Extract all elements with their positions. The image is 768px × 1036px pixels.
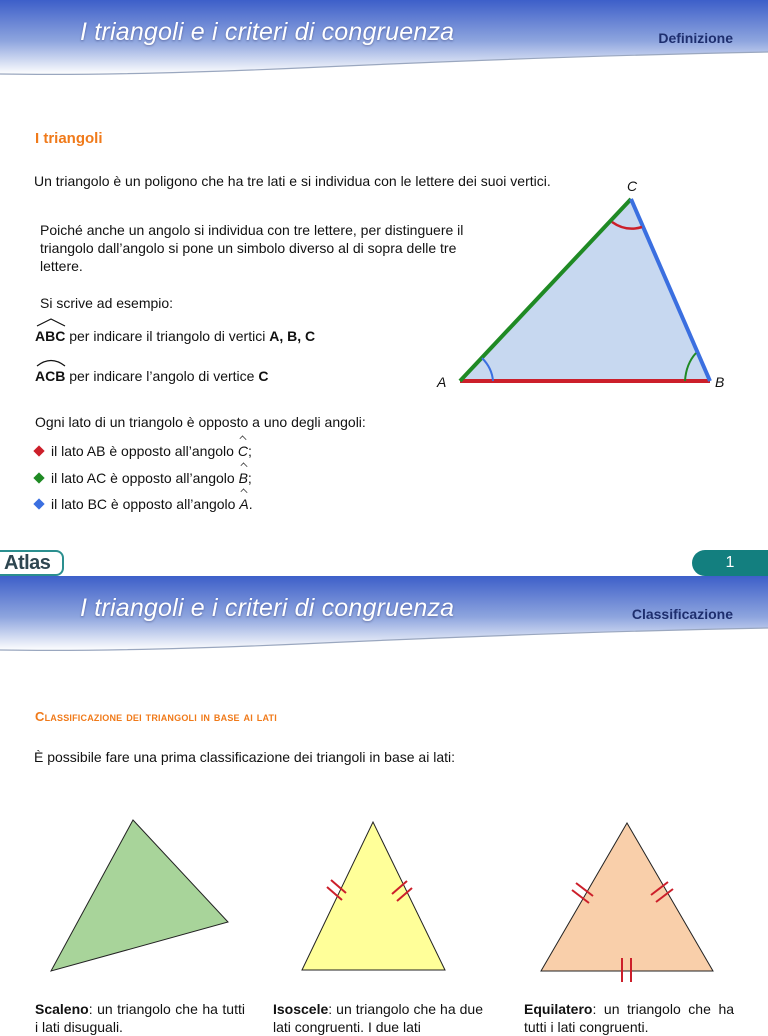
page-number: 1 [692, 550, 768, 576]
list-item: il lato AC è opposto all’angolo B; [32, 469, 252, 487]
example-intro: Si scrive ad esempio: [40, 295, 174, 311]
triangle-types-diagram [0, 806, 768, 976]
example-vertex: C [258, 368, 269, 384]
example-angle [35, 367, 268, 385]
list-item: il lato BC è opposto all’angolo A. [32, 495, 253, 513]
section-heading: Classificazione dei triangoli in base ai lati [35, 709, 277, 724]
isosceles-triangle [302, 822, 445, 970]
paragraph-line: triangolo dall’angolo si pone un simbolo diverso al di sopra delle tre [40, 240, 457, 256]
slide-header [0, 576, 768, 656]
list-item: il lato AB è opposto all’angolo C; [32, 442, 252, 460]
slide-header [0, 0, 768, 80]
opposite-intro: Ogni lato di un triangolo è opposto a uno degli angoli: [35, 414, 366, 430]
scalene-description: Scaleno: un triangolo che ha tutti i lati disuguali. [35, 1001, 245, 1035]
page-title: I triangoli e i criteri di congruenza [80, 594, 455, 622]
paragraph-line: lettere. [40, 258, 83, 274]
paragraph-line: Poiché anche un angolo si individua con tre lettere, per distinguere il [40, 222, 464, 238]
angle-symbol: ACB [35, 367, 65, 385]
vertex-label-a: A [437, 374, 447, 390]
example-vertices: A, B, C [269, 328, 316, 344]
vertex-label-b: B [715, 374, 725, 390]
diamond-bullet-icon [33, 498, 44, 509]
example-triangle [35, 327, 315, 345]
vertex-label-c: C [627, 178, 638, 194]
example-text: per indicare il triangolo di vertici [65, 328, 270, 344]
angle-b: B [238, 470, 248, 486]
page-title: I triangoli e i criteri di congruenza [80, 18, 455, 46]
section-label: Classificazione [631, 606, 733, 622]
intro-text: È possibile fare una prima classificazione dei triangoli in base ai lati: [34, 749, 455, 765]
diamond-bullet-icon [33, 445, 44, 456]
isosceles-description: Isoscele: un triangolo che ha due lati congruenti. I due lati [273, 1001, 483, 1035]
atlas-logo: Atlas [0, 550, 64, 576]
equilateral-description: Equilatero: un triangolo che ha tutti i lati congruenti. [524, 1001, 735, 1035]
triangle-symbol: ABC [35, 327, 65, 345]
scalene-triangle [51, 820, 228, 971]
diamond-bullet-icon [33, 472, 44, 483]
angle-arc-icon [36, 358, 66, 367]
angle-c: C [237, 443, 248, 459]
section-heading: I triangoli [35, 130, 103, 147]
section-label: Definizione [658, 30, 733, 46]
triangle-hat-icon [36, 318, 66, 327]
equilateral-triangle [541, 823, 713, 971]
triangle-diagram [420, 180, 740, 400]
slide-classificazione [0, 576, 768, 1035]
intro-text: Un triangolo è un poligono che ha tre lati e si individua con le lettere dei suoi vertici. [34, 173, 551, 189]
angle-a: A [239, 496, 249, 512]
example-text: per indicare l’angolo di vertice [65, 368, 259, 384]
